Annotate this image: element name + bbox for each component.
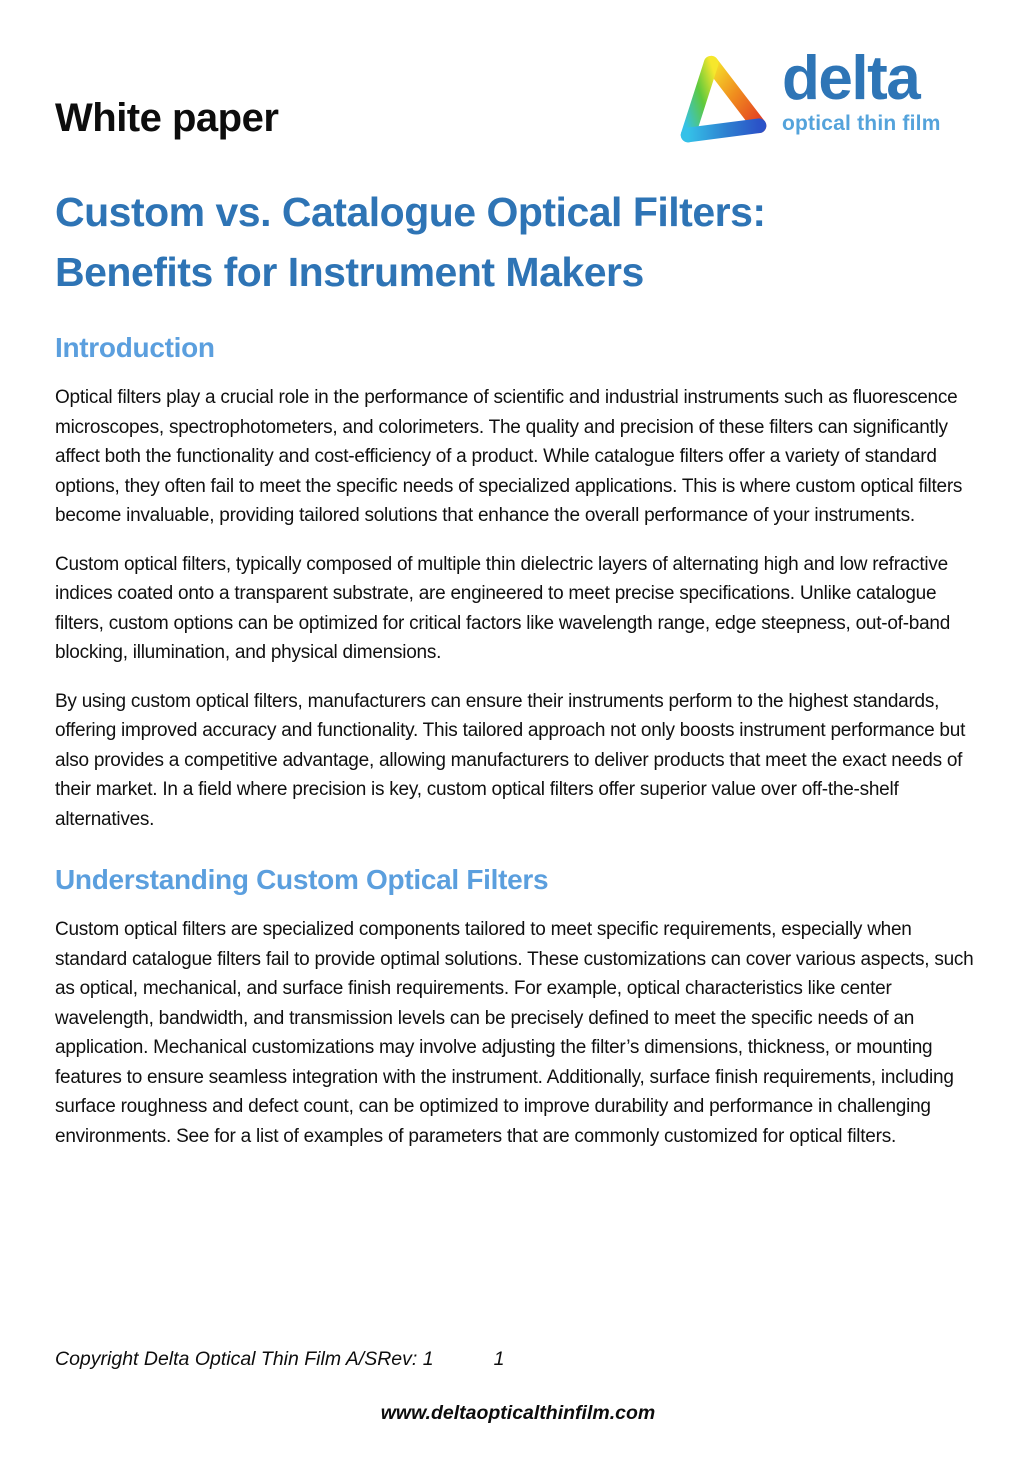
section-heading-understanding: Understanding Custom Optical Filters [55, 864, 549, 895]
delta-logo-text [782, 44, 941, 136]
delta-logo-tagline: optical thin film [782, 112, 941, 135]
footer-page-number: 1 [493, 1348, 505, 1370]
delta-logo [678, 44, 941, 152]
delta-triangle-icon [678, 48, 770, 152]
document-title [55, 182, 980, 302]
document-title-line2: Benefits for Instrument Makers [55, 249, 644, 295]
footer-copyright: Copyright Delta Optical Thin Film A/SRev: 1 [55, 1348, 434, 1370]
document-kicker: White paper [55, 96, 279, 140]
delta-logo-wordmark: delta [782, 44, 920, 113]
paragraph: Custom optical filters are specialized components tailored to meet specific requirements, especially when standard catalogue filters fail to provide optimal solutions. These customizations can cover various aspects, such as optical, mechanical, and surface finish requirements. For example, optical characteristics like center wavelength, bandwidth, and transmission levels can be precisely defined to meet the specific needs of an application. Mechanical customizations may involve adjusting the filter’s dimensions, thickness, or mounting features to ensure seamless integration with the instrument. Additionally, surface finish requirements, including surface roughness and defect count, can be optimized to improve durability and performance in challenging environments. See for a list of examples of parameters that are commonly customized for optical filters. [55, 919, 974, 1147]
section-heading-introduction: Introduction [55, 332, 215, 363]
document-body [55, 182, 980, 1163]
paragraph: By using custom optical filters, manufacturers can ensure their instruments perform to the highest standards, offering improved accuracy and functionality. This tailored approach not only boosts instrument performance but also provides a competitive advantage, allowing manufacturers to deliver products that meet the exact needs of their market. In a field where precision is key, custom optical filters offer superior value over off-the-shelf alternatives. [55, 690, 966, 830]
document-title-line1: Custom vs. Catalogue Optical Filters: [55, 189, 766, 235]
footer-website-link[interactable]: www.deltaopticalthinfilm.com [380, 1402, 656, 1424]
paragraph: Custom optical filters, typically composed of multiple thin dielectric layers of alternating high and low refractive indices coated onto a transparent substrate, are engineered to meet precise specifications. Unlike catalogue filters, custom options can be optimized for critical factors like wavelength range, edge steepness, out-of-band blocking, illumination, and physical dimensions. [55, 553, 951, 663]
paragraph: Optical filters play a crucial role in the performance of scientific and industrial instruments such as fluorescence microscopes, spectrophotometers, and colorimeters. The quality and precision of these filters can significantly affect both the functionality and cost-efficiency of a product. While catalogue filters offer a variety of standard options, they often fail to meet the specific needs of specialized applications. This is where custom optical filters become invaluable, providing tailored solutions that enhance the overall performance of your instruments. [55, 387, 963, 526]
footer [55, 1348, 504, 1371]
